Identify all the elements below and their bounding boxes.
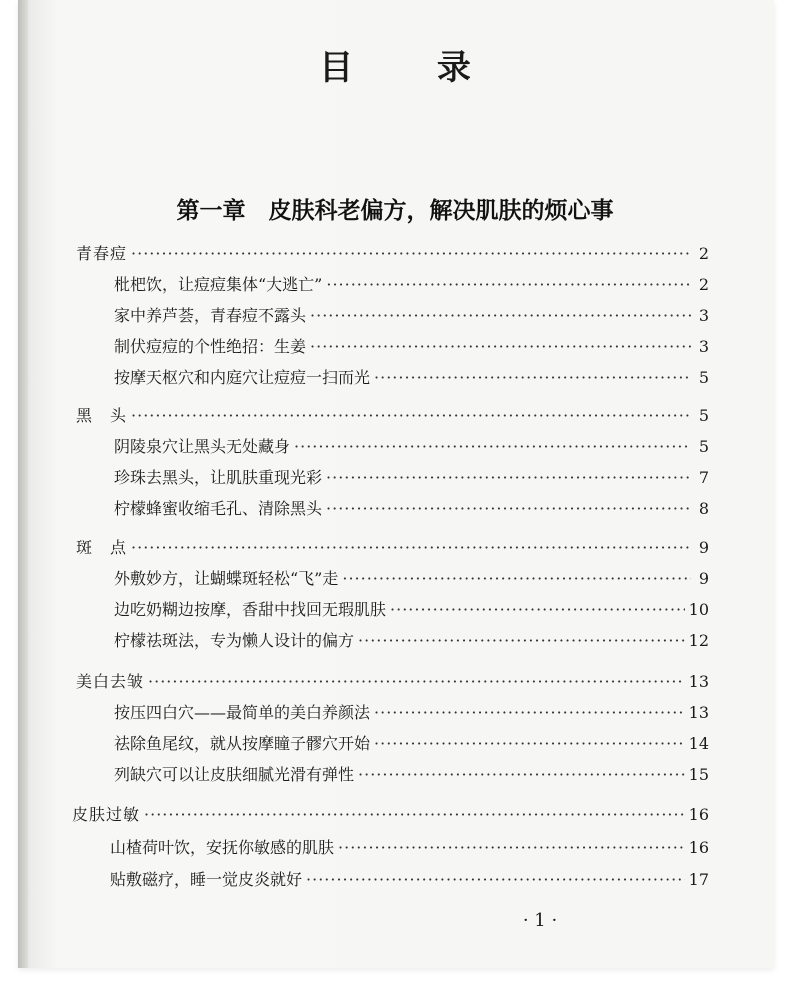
toc-page-number: 9 xyxy=(698,569,709,588)
leader-dots xyxy=(374,368,691,388)
toc-page-number: 5 xyxy=(698,437,709,456)
leader-dots xyxy=(310,337,691,357)
leader-dots xyxy=(374,703,685,723)
toc-section-entry xyxy=(76,538,709,560)
toc-item-entry xyxy=(114,569,709,591)
toc-page-number: 3 xyxy=(698,306,709,325)
toc-page-number: 3 xyxy=(698,337,709,356)
toc-page-number: 17 xyxy=(688,870,709,889)
toc-item-label: 山楂荷叶饮，安抚你敏感的肌肤 xyxy=(110,838,335,857)
toc-page-number: 13 xyxy=(688,672,709,691)
toc-page-number: 9 xyxy=(698,538,709,557)
toc-item-entry xyxy=(114,437,709,459)
toc-item-label: 珍珠去黑头，让肌肤重现光彩 xyxy=(114,468,323,487)
leader-dots xyxy=(358,631,685,651)
toc-item-label: 柠檬祛斑法，专为懒人设计的偏方 xyxy=(114,631,355,650)
toc-item-label: 家中养芦荟，青春痘不露头 xyxy=(114,306,307,325)
toc-page-number: 10 xyxy=(688,600,709,619)
toc-page-number: 16 xyxy=(688,838,709,857)
toc-item-label: 制伏痘痘的个性绝招：生姜 xyxy=(114,337,307,356)
toc-section-label: 青春痘 xyxy=(76,244,128,263)
leader-dots xyxy=(131,406,691,426)
toc-item-entry xyxy=(114,600,709,622)
leader-dots xyxy=(374,734,685,754)
page-title: 目 录 xyxy=(319,48,507,88)
toc-section-label: 斑 点 xyxy=(76,538,128,557)
toc-item-label: 外敷妙方，让蝴蝶斑轻松“飞”走 xyxy=(114,569,339,588)
toc-item-entry xyxy=(114,275,709,297)
toc-page-number: 2 xyxy=(698,275,709,294)
toc-item-label: 列缺穴可以让皮肤细腻光滑有弹性 xyxy=(114,765,355,784)
toc-item-entry xyxy=(110,838,709,860)
toc-page-number: 5 xyxy=(698,406,709,425)
toc-item-label: 贴敷磁疗，睡一觉皮炎就好 xyxy=(110,870,303,889)
leader-dots xyxy=(338,838,685,858)
leader-dots xyxy=(390,600,685,620)
toc-section-entry xyxy=(76,244,709,266)
toc-page-number: 7 xyxy=(698,468,709,487)
toc-item-label: 柠檬蜂蜜收缩毛孔、清除黑头 xyxy=(114,499,323,518)
toc-page-number: 8 xyxy=(698,499,709,518)
toc-item-entry xyxy=(114,337,709,359)
toc-item-entry xyxy=(114,703,709,725)
toc-page-number: 5 xyxy=(698,368,709,387)
leader-dots xyxy=(310,306,691,326)
toc-section-label: 黑 头 xyxy=(76,406,128,425)
toc-page-number: 13 xyxy=(688,703,709,722)
leader-dots xyxy=(306,870,685,890)
toc-item-entry xyxy=(114,765,709,787)
toc-section-entry xyxy=(76,672,709,694)
toc-item-label: 按压四白穴——最简单的美白养颜法 xyxy=(114,703,371,722)
leader-dots xyxy=(326,468,691,488)
toc-page-number: 16 xyxy=(688,805,709,824)
chapter-title: 第一章 皮肤科老偏方，解决肌肤的烦心事 xyxy=(176,198,614,224)
leader-dots xyxy=(294,437,691,457)
toc-item-entry xyxy=(114,734,709,756)
toc-page-number: 12 xyxy=(688,631,709,650)
toc-section-entry xyxy=(72,805,709,827)
toc-page-number: 15 xyxy=(688,765,709,784)
toc-item-entry xyxy=(114,499,709,521)
toc-section-label: 美白去皱 xyxy=(76,672,145,691)
toc-page-number: 2 xyxy=(698,244,709,263)
leader-dots xyxy=(358,765,685,785)
toc-item-label: 阴陵泉穴让黑头无处藏身 xyxy=(114,437,291,456)
page-number-footer: · 1 · xyxy=(522,910,558,931)
toc-section-label: 皮肤过敏 xyxy=(72,805,141,824)
toc-item-entry xyxy=(114,468,709,490)
leader-dots xyxy=(326,275,691,295)
toc-section-entry xyxy=(76,406,709,428)
leader-dots xyxy=(144,805,685,825)
toc-item-label: 边吃奶糊边按摩，香甜中找回无瑕肌肤 xyxy=(114,600,387,619)
leader-dots xyxy=(148,672,685,692)
toc-item-entry xyxy=(114,306,709,328)
leader-dots xyxy=(326,499,691,519)
toc-item-label: 祛除鱼尾纹，就从按摩瞳子髎穴开始 xyxy=(114,734,371,753)
toc-item-entry xyxy=(114,368,709,390)
toc-item-label: 枇杷饮，让痘痘集体“大逃亡” xyxy=(114,275,323,294)
leader-dots xyxy=(131,244,691,264)
book-gutter xyxy=(18,0,28,968)
toc-item-label: 按摩天枢穴和内庭穴让痘痘一扫而光 xyxy=(114,368,371,387)
toc-item-entry xyxy=(110,870,709,892)
leader-dots xyxy=(342,569,691,589)
toc-item-entry xyxy=(114,631,709,653)
toc-page-number: 14 xyxy=(688,734,709,753)
leader-dots xyxy=(131,538,691,558)
